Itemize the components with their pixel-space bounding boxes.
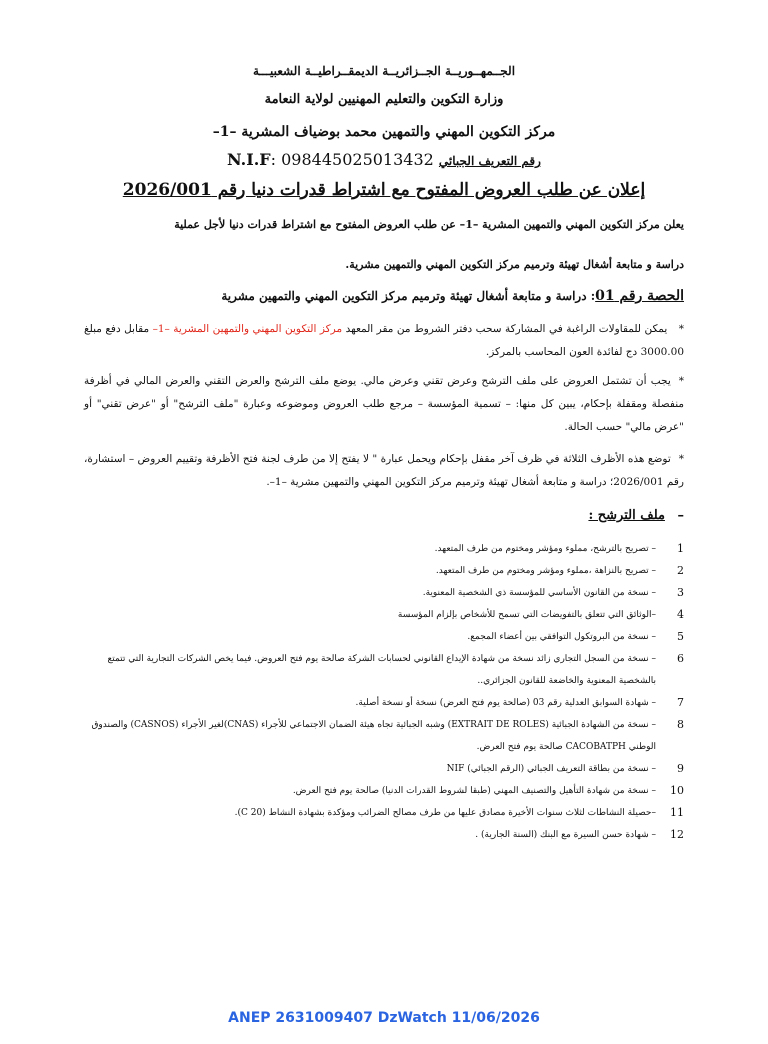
lot-text: : دراسة و متابعة أشغال تهيئة وترميم مركز التكوين المهني والتمهين مشرية [221,289,596,303]
footer-reference: ANEP 2631009407 DzWatch 11/06/2026 [228,1010,540,1026]
list-item: 7 – شهادة السوابق العدلية رقم 03 (صالحة يوم فتح العرض) نسخة أو نسخة أصلية. [355,696,684,709]
republic-heading: الجــمهــوريــة الجــزائريــة الديمقــراطيــة الشعبيـــة [252,64,516,78]
list-item: 11 –حصيلة النشاطات لثلاث سنوات الأخيرة مصادق عليها من طرف مصالح الضرائب ومؤكدة بشهادة النشاط (C 20). [234,806,684,819]
paragraph-withdrawal-center: مركز التكوين المهني والتمهين المشرية –1– [152,323,343,335]
section-heading [588,508,684,523]
list-item: 10 – نسخة من شهادة التأهيل والتصنيف المهني (طبقا لشروط القدرات الدنيا) صالحة يوم فتح العرض. [292,784,684,797]
list-item: 12 – شهادة حسن السيرة مع البنك (السنة الجارية) . [475,828,684,841]
page-title: إعلان عن طلب العروض المفتوح مع اشتراط قدرات دنيا رقم 2026/001 [122,180,646,200]
list-item: 1 – تصريح بالترشح، مملوء ومؤشر ومختوم من طرف المتعهد. [434,542,684,555]
list-item: 6 – نسخة من السجل التجاري زائد نسخة من شهادة الإيداع القانوني لحسابات الشركة صالحة يوم فتح العروض. فيما يخص الشركات التجارية التي تتمتع بالشخصية المعنوية والخاضعة للقانون الجزائري.. [107,652,684,686]
nif-value: 098445025013432 [281,150,434,169]
list-item: 4 –الوثائق التي تتعلق بالتفويضات التي تسمح للأشخاص بإلزام المؤسسة [397,608,684,621]
intro-line-1: يعلن مركز التكوين المهني والتمهين المشرية –1– عن طلب العروض المفتوح مع اشتراط قدرات دنيا لأجل عملية [174,218,684,231]
paragraph-envelopes: *توضع هذه الأظرف الثلاثة في ظرف آخر مقفل بإحكام ويحمل عبارة " لا يفتح إلا من طرف لجنة فتح الأظرفة وتقييم العروض – استشارة، رقم 2026/001؛ دراسة و متابعة أشغال تهيئة وترميم مركز التكوين المهني والتمهين مشرية –1–. [84,453,684,488]
ministry-heading: وزارة التكوين والتعليم المهنيين لولاية النعامة [264,92,504,107]
lot-line [84,288,684,304]
list-item: 2 – تصريح بالنزاهة ،مملوء ومؤشر ومختوم من طرف المتعهد. [435,564,684,577]
paragraph-withdrawal-a: يمكن للمقاولات الراغبة في المشاركة سحب دفتر الشروط من مقر المعهد [345,323,668,335]
nif-line: رقم التعريف الجبائي N.I.F: 098445025013432 [227,150,541,169]
list-item: 8 – نسخة من الشهادة الجبائية (EXTRAIT DE ROLES) وشبه الجبائية تجاه هيئة الضمان الاجتماعي للأجراء (CNAS)لغير الأجراء (CASNOS) والصندوق الوطني CACOBATPH صالحة يوم فتح العرض. [91,718,684,752]
nif-code: N.I.F [227,150,271,169]
section-dash: – [677,508,684,523]
nif-label: رقم التعريف الجبائي [438,154,541,168]
section-title: ملف الترشح : [588,508,665,523]
list-item: 5 – نسخة من البروتكول التوافقي بين أعضاء المجمع. [467,630,684,643]
paragraph-offers-text: يجب أن تشتمل العروض على ملف الترشح وعرض تقني وعرض مالي. يوضع ملف الترشح والعرض التقني والعرض المالي في أظرفة منفصلة ومقفلة بإحكام، يبين كل منها: – تسمية المؤسسة – مرجع طلب العروض وموضوعه وعبارة "ملف الترشح" أو "عرض تقني" أو "عرض مالي" حسب الحالة. [84,375,684,433]
lot-label: الحصة رقم 01 [595,288,684,304]
paragraph-offers: *يجب أن تشتمل العروض على ملف الترشح وعرض تقني وعرض مالي. يوضع ملف الترشح والعرض التقني والعرض المالي في أظرفة منفصلة ومقفلة بإحكام، يبين كل منها: – تسمية المؤسسة – مرجع طلب العروض وموضوعه وعبارة "ملف الترشح" أو "عرض تقني" أو "عرض مالي" حسب الحالة. [84,375,684,433]
requirements-list [84,538,684,846]
paragraph-envelopes-text: توضع هذه الأظرف الثلاثة في ظرف آخر مقفل بإحكام ويحمل عبارة " لا يفتح إلا من طرف لجنة فتح الأظرفة وتقييم العروض – استشارة، رقم 2026/001؛ دراسة و متابعة أشغال تهيئة وترميم مركز التكوين المهني والتمهين مشرية –1–. [84,453,684,488]
list-item: 3 – نسخة من القانون الأساسي للمؤسسة ذي الشخصية المعنوية. [422,586,684,599]
paragraph-withdrawal-b: مقابل دفع مبلغ 3000.00 دج لفائدة العون المحاسب بالمركز. [84,323,684,358]
intro-line-2: دراسة و متابعة أشغال تهيئة وترميم مركز التكوين المهني والتمهين مشرية. [345,258,684,271]
paragraph-withdrawal: * يمكن للمقاولات الراغبة في المشاركة سحب دفتر الشروط من مقر المعهد مركز التكوين المهني والتمهين المشرية –1– مقابل دفع مبلغ 3000.00 دج لفائدة العون المحاسب بالمركز. [84,323,684,358]
list-item: 9 – نسخة من بطاقة التعريف الجبائي (الرقم الجبائي) NIF [446,762,684,775]
center-heading: مركز التكوين المهني والتمهين محمد بوضياف المشرية –1– [212,124,556,140]
